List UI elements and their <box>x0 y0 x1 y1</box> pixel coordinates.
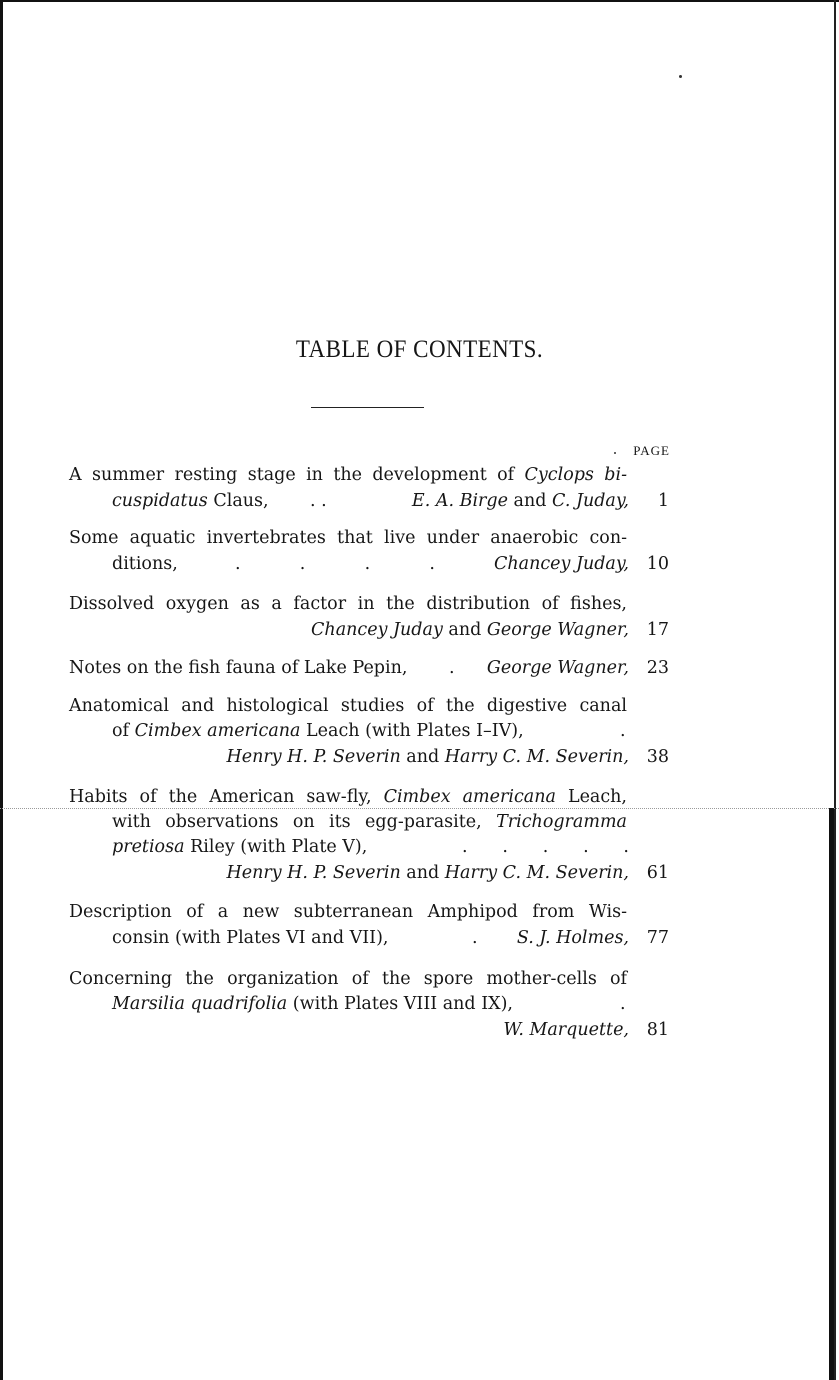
toc-entry-4-line-1: Notes on the fish fauna of Lake Pepin, <box>69 658 408 678</box>
toc-entry-5-authors: Henry H. P. Severin and Harry C. M. Severin, <box>226 747 629 767</box>
page-fold-edge <box>829 808 834 1380</box>
toc-entry-5-leader: . <box>620 721 626 741</box>
toc-entry-8-author: W. Marquette, <box>503 1020 629 1040</box>
toc-entry-3-page: 17 <box>646 620 669 640</box>
toc-entry-6-authors: Henry H. P. Severin and Harry C. M. Severin, <box>226 863 629 883</box>
page-top-edge <box>0 0 839 2</box>
toc-entry-4-page: 23 <box>646 658 669 678</box>
toc-entry-3-authors: Chancey Juday and George Wagner, <box>311 620 629 640</box>
toc-entry-2-author: Chancey Juday, <box>493 554 629 574</box>
toc-entry-7-author: S. J. Holmes, <box>516 928 629 948</box>
toc-entry-2-page: 10 <box>646 554 669 574</box>
toc-entry-4-author: George Wagner, <box>486 658 629 678</box>
toc-entry-2-leader: . . . . <box>235 554 435 574</box>
toc-entry-5-page: 38 <box>646 747 669 767</box>
toc-entry-8-line-2: Marsilia quadrifolia (with Plates VIII and IX), <box>112 994 513 1014</box>
page-title: TABLE OF CONTENTS. <box>295 336 544 363</box>
toc-entry-6-leader: . . . . . <box>462 837 629 857</box>
dust-speck <box>679 75 682 78</box>
toc-entry-1-line-1: A summer resting stage in the development of Cyclops bi- <box>69 465 627 485</box>
toc-entry-2-line-2: ditions, <box>112 554 178 574</box>
toc-entry-7-line-1: Description of a new subterranean Amphipod from Wis- <box>69 902 627 922</box>
toc-entry-7-line-2: consin (with Plates VI and VII), <box>112 928 389 948</box>
toc-entry-4-leader: . <box>449 658 455 678</box>
toc-entry-7-page: 77 <box>646 928 669 948</box>
toc-entry-1-line-2: cuspidatus Claus, <box>112 491 269 511</box>
toc-entry-6-line-3: pretiosa Riley (with Plate V), <box>112 837 368 857</box>
toc-entry-6-page: 61 <box>646 863 669 883</box>
title-rule <box>311 407 424 408</box>
page-column-header: PAGE <box>633 443 670 458</box>
toc-entry-8-leader: . <box>620 994 626 1014</box>
toc-entry-8-line-1: Concerning the organization of the spore mother-cells of <box>69 969 627 989</box>
page-left-edge <box>0 0 3 1380</box>
toc-entry-5-line-1: Anatomical and histological studies of the digestive canal <box>69 696 627 716</box>
toc-entry-1-page: 1 <box>657 491 669 511</box>
toc-entry-2-line-1: Some aquatic invertebrates that live under anaerobic con- <box>69 528 627 548</box>
toc-entry-1-authors: E. A. Birge and C. Juday, <box>411 491 629 511</box>
toc-entry-6-line-1: Habits of the American saw-fly, Cimbex americana Leach, <box>69 787 627 807</box>
toc-entry-6-line-2: with observations on its egg-parasite, Trichogramma <box>112 812 627 832</box>
toc-entry-1-leader: . . <box>310 491 327 511</box>
page-right-edge <box>834 0 836 1380</box>
toc-entry-3-line-1: Dissolved oxygen as a factor in the distribution of fishes, <box>69 594 627 614</box>
toc-entry-5-line-2: of Cimbex americana Leach (with Plates I–IV), <box>112 721 524 741</box>
toc-entry-8-page: 81 <box>646 1020 669 1040</box>
toc-entry-7-leader: . <box>472 928 478 948</box>
